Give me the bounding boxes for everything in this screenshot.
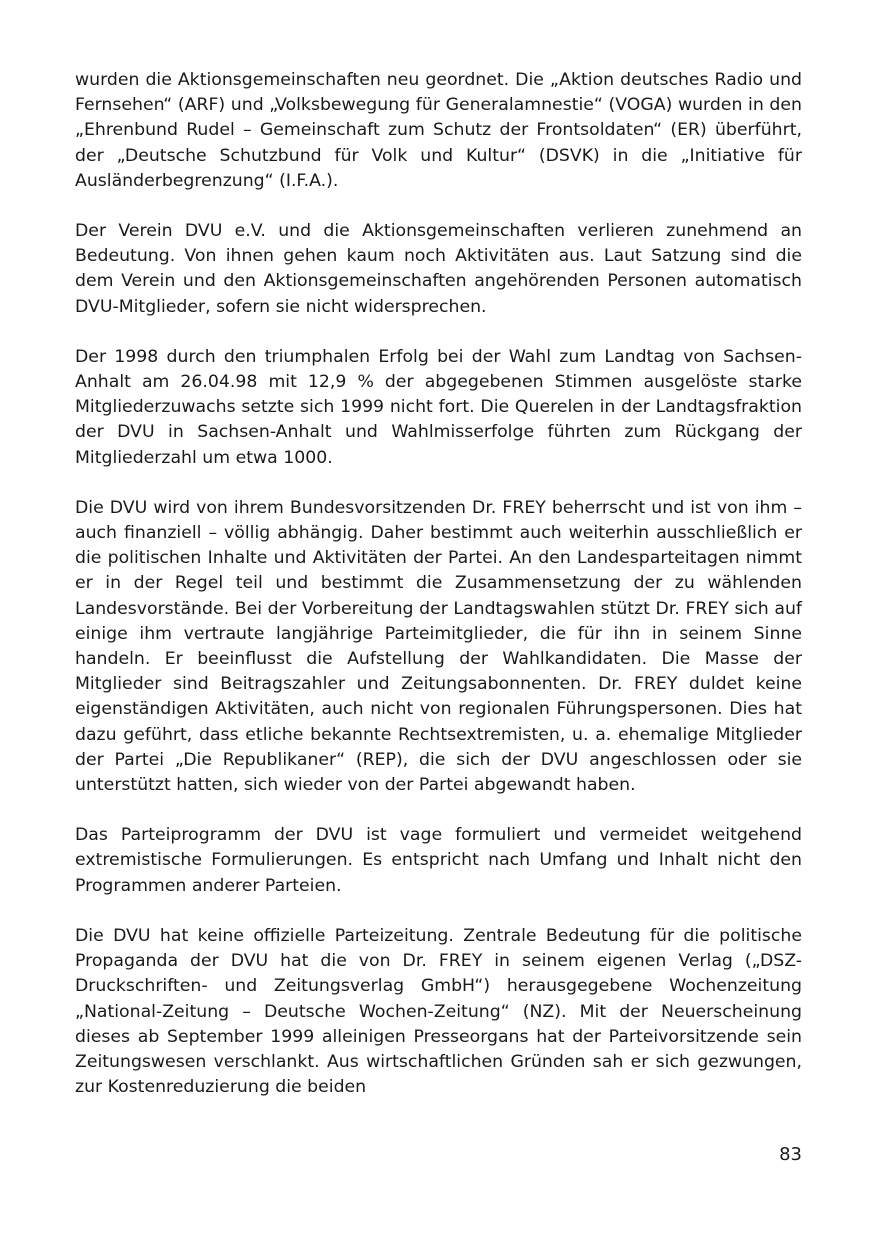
paragraph-bundesvorsitzender-frey: Die DVU wird von ihrem Bundesvorsitzenden Dr. FREY beherrscht und ist von ihm – auch finanziell – völlig abhängig. Daher bestimmt auch weiterhin ausschließlich er die politischen Inhalte und Aktivitäten der Partei. An den Landesparteitagen nimmt er in der Regel teil und bestimmt die Zusammensetzung der zu wählenden Landesvorstände. Bei der Vorbereitung der Landtagswahlen stützt Dr. FREY sich auf einige ihm vertraute langjährige Parteimitglieder, die für ihn in seinem Sinne handeln. Er beeinflusst die Aufstellung der Wahlkandidaten. Die Masse der Mitglieder sind Beitragszahler und Zeitungsabonnenten. Dr. FREY duldet keine eigenständigen Aktivitäten, auch nicht von regionalen Führungspersonen. Dies hat dazu geführt, dass etliche bekannte Rechtsextremisten, u. a. ehemalige Mitglieder der Partei „Die Republikaner“ (REP), die sich der DVU angeschlossen oder sie unterstützt hatten, sich wieder von der Partei abgewandt haben. xyxy=(75,497,802,796)
paragraph-mitgliederzuwachs: Der 1998 durch den triumphalen Erfolg bei der Wahl zum Landtag von Sachsen-Anhalt am 26.04.98 mit 12,9 % der abgegebenen Stimmen ausgelöste starke Mitgliederzuwachs setzte sich 1999 nicht fort. Die Querelen in der Landtagsfraktion der DVU in Sachsen-Anhalt und Wahlmisserfolge führten zum Rückgang der Mitgliederzahl um etwa 1000. xyxy=(75,346,802,468)
paragraph-parteiprogramm: Das Parteiprogramm der DVU ist vage formuliert und vermeidet weitgehend extremistische Formulierungen. Es entspricht nach Umfang und Inhalt nicht den Programmen anderer Parteien. xyxy=(75,825,802,896)
page-body xyxy=(75,68,802,1125)
paragraph-aktionsgemeinschaften-neuordnung: wurden die Aktionsgemeinschaften neu geordnet. Die „Aktion deutsches Radio und Fernsehen“ (ARF) und „Volksbewegung für Generalamnestie“ (VOGA) wurden in den „Ehrenbund Rudel – Gemeinschaft zum Schutz der Frontsoldaten“ (ER) überführt, der „Deutsche Schutzbund für Volk und Kultur“ (DSVK) in die „Initiative für Ausländerbegrenzung“ (I.F.A.). xyxy=(75,70,802,191)
paragraph-parteizeitung: Die DVU hat keine offizielle Parteizeitung. Zentrale Bedeutung für die politische Propaganda der DVU hat die von Dr. FREY in seinem eigenen Verlag („DSZ-Druckschriften- und Zeitungsverlag GmbH“) herausgegebene Wochenzeitung „National-Zeitung – Deutsche Wochen-Zeitung“ (NZ). Mit der Neuerscheinung dieses ab September 1999 alleinigen Presseorgans hat der Parteivorsitzende sein Zeitungswesen verschlankt. Aus wirtschaftlichen Gründen sah er sich gezwungen, zur Kostenreduzierung die beiden xyxy=(75,925,802,1098)
page-number: 83 xyxy=(779,1144,802,1165)
paragraph-verein-dvu: Der Verein DVU e.V. und die Aktionsgemeinschaften verlieren zunehmend an Bedeutung. Von ihnen gehen kaum noch Aktivitäten aus. Laut Satzung sind die dem Verein und den Aktionsgemeinschaften angehörenden Personen automatisch DVU-Mitglieder, sofern sie nicht widersprechen. xyxy=(75,221,802,317)
